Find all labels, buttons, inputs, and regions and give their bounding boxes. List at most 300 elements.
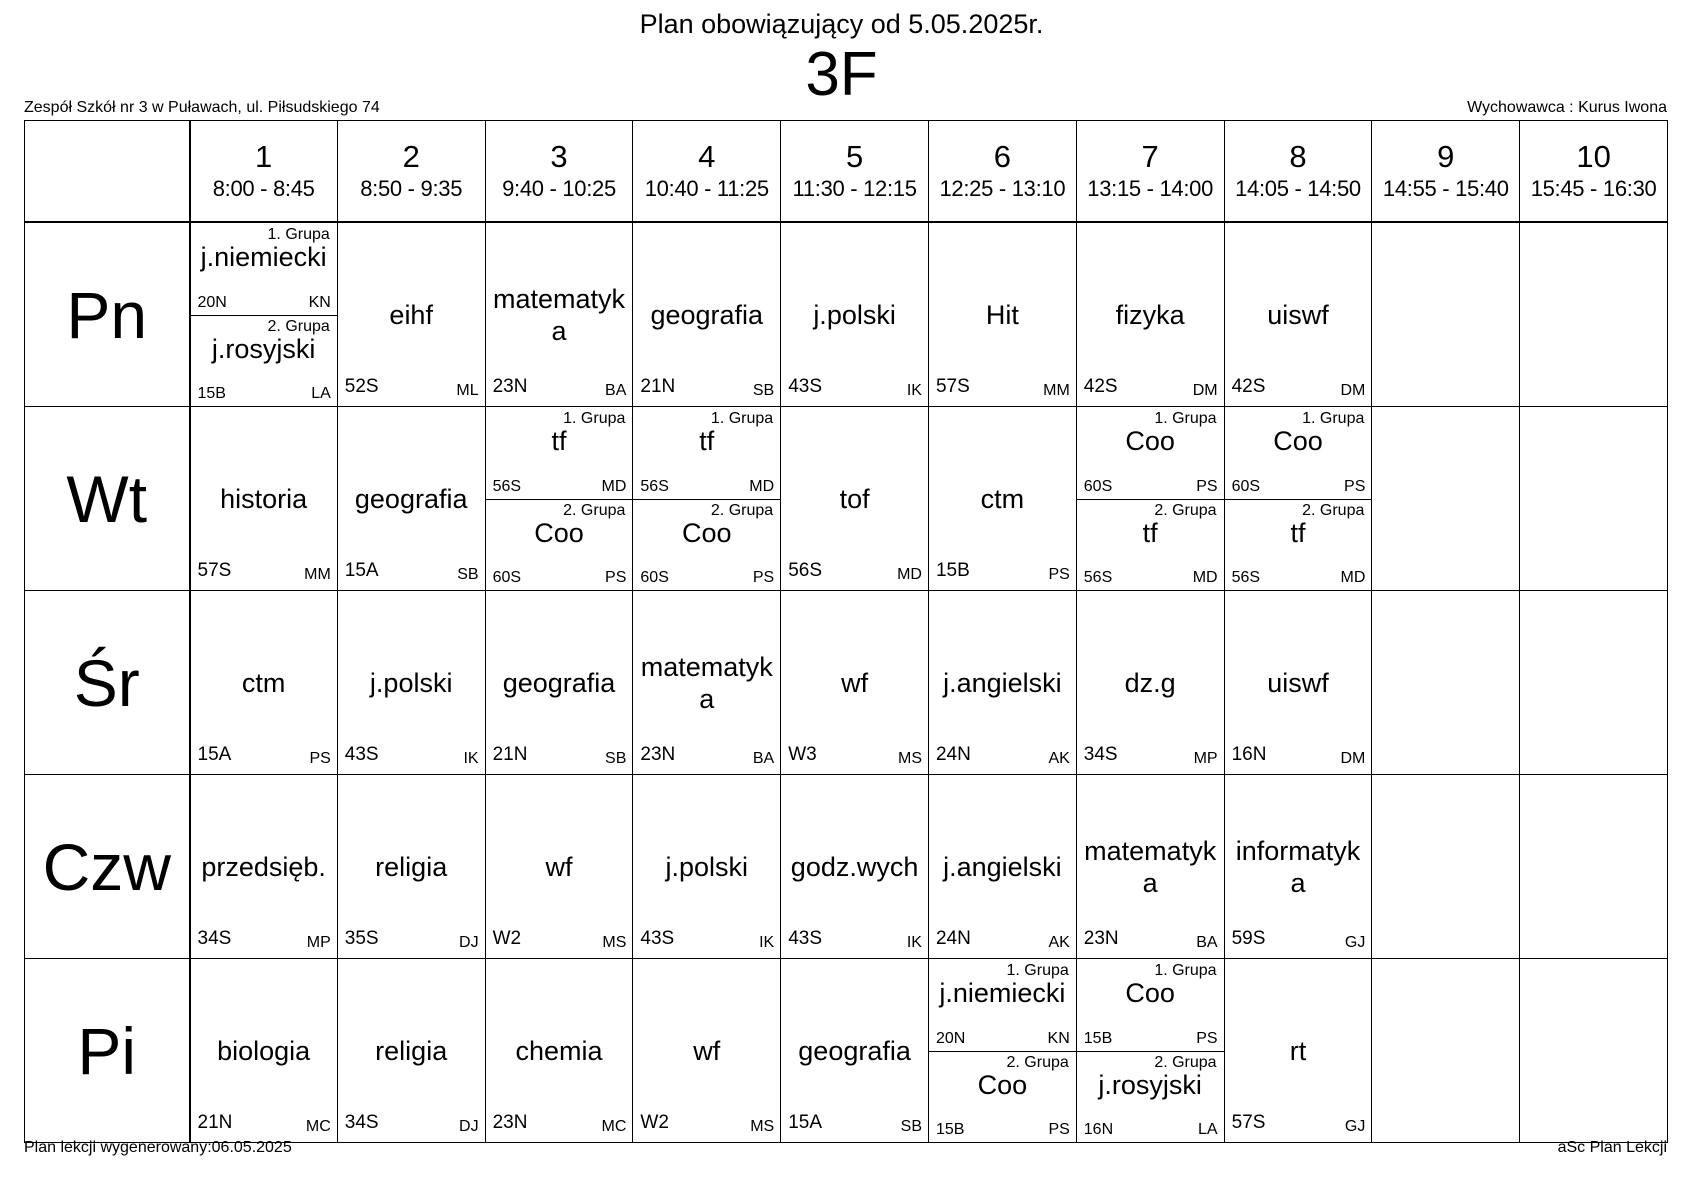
room: W2 <box>492 928 522 949</box>
subject: historia <box>220 483 308 514</box>
period-number: 4 <box>698 139 716 174</box>
room: 56S <box>1083 569 1113 586</box>
lesson <box>781 223 928 406</box>
lesson <box>338 407 485 590</box>
group-label: 1. Grupa <box>710 410 774 427</box>
teacher-code: BA <box>1196 934 1218 951</box>
group-lesson[interactable] <box>486 407 633 500</box>
period-header-row <box>25 121 1668 223</box>
teacher-code: IK <box>906 934 922 951</box>
lesson <box>486 959 633 1142</box>
teacher-code: MC <box>601 1118 627 1135</box>
teacher-code: SB <box>752 382 775 399</box>
room: 56S <box>788 560 822 581</box>
period-time: 14:55 - 15:40 <box>1382 176 1509 201</box>
lesson <box>633 591 780 774</box>
teacher-code: DM <box>1192 382 1218 399</box>
lesson-cell[interactable] <box>633 591 781 775</box>
group-lesson[interactable] <box>633 499 780 591</box>
teacher-code: MP <box>306 934 331 951</box>
room: 34S <box>344 1112 379 1133</box>
period-number: 2 <box>402 139 420 174</box>
period-time: 14:05 - 14:50 <box>1235 176 1361 201</box>
period-header-8 <box>1224 121 1372 223</box>
subject: geografia <box>502 667 616 698</box>
subject: Hit <box>985 299 1019 330</box>
subject: dz.g <box>1124 667 1176 698</box>
group-lesson[interactable] <box>929 959 1076 1052</box>
group-lesson[interactable] <box>929 1051 1076 1143</box>
period-time: 9:40 - 10:25 <box>502 176 616 201</box>
teacher-code: MP <box>1193 750 1218 767</box>
subject: Coo <box>1273 426 1323 456</box>
period-time: 8:50 - 9:35 <box>360 176 463 201</box>
subject: tof <box>839 483 870 514</box>
lesson <box>191 775 337 958</box>
subject: j.angielski <box>943 851 1062 882</box>
subject: j.angielski <box>943 667 1062 698</box>
room: 35S <box>344 928 379 949</box>
lesson <box>781 407 928 590</box>
lesson-cell[interactable] <box>337 775 485 959</box>
lesson-cell[interactable] <box>1224 775 1372 959</box>
lesson <box>486 775 633 958</box>
room: 60S <box>1083 477 1113 495</box>
group-lesson[interactable] <box>1077 407 1224 500</box>
lesson-cell[interactable] <box>1076 775 1224 959</box>
teacher-code: BA <box>752 750 775 767</box>
subject: Coo <box>534 517 584 548</box>
lesson-cell[interactable] <box>190 407 338 591</box>
group-label: 2. Grupa <box>1154 501 1217 519</box>
lesson <box>1077 775 1224 958</box>
teacher-code: PS <box>752 569 775 586</box>
period-header-4 <box>633 121 781 223</box>
subject: wf <box>545 851 573 882</box>
empty-lesson-cell <box>1520 591 1668 775</box>
room: 23N <box>492 376 528 397</box>
subject: matematyka <box>1084 835 1217 898</box>
subject: Coo <box>977 1069 1028 1100</box>
lesson-cell[interactable] <box>485 959 633 1143</box>
teacher-code: DM <box>1340 382 1366 399</box>
teacher-code: PS <box>1048 566 1070 583</box>
room: W3 <box>788 744 817 765</box>
subject: tf <box>1142 517 1158 548</box>
lesson-cell[interactable] <box>781 959 929 1143</box>
period-header-7 <box>1076 121 1224 223</box>
subject: Coo <box>1125 426 1175 456</box>
room: 23N <box>640 744 676 765</box>
room: 16N <box>1231 744 1267 765</box>
teacher-code: MM <box>1043 382 1070 399</box>
teacher-code: MD <box>749 477 775 495</box>
lesson-cell[interactable] <box>1224 959 1372 1143</box>
lesson <box>1077 591 1224 774</box>
room: 57S <box>1231 1112 1266 1133</box>
lesson-cell[interactable] <box>190 959 338 1143</box>
lesson <box>191 407 337 590</box>
period-time: 10:40 - 11:25 <box>644 176 769 201</box>
lesson-cell[interactable] <box>928 591 1076 775</box>
lesson-cell[interactable] <box>781 222 929 407</box>
period-time: 13:15 - 14:00 <box>1087 176 1214 201</box>
lesson-cell[interactable] <box>928 222 1076 407</box>
subject: j.niemiecki <box>200 242 327 272</box>
room: 43S <box>344 744 379 765</box>
room: 43S <box>640 928 675 949</box>
period-time: 8:00 - 8:45 <box>212 176 315 201</box>
day-row <box>25 591 1668 775</box>
lesson-cell[interactable] <box>781 407 929 591</box>
lesson-cell[interactable] <box>485 591 633 775</box>
subject: wf <box>693 1035 721 1066</box>
room: 42S <box>1231 376 1266 397</box>
teacher-code: DJ <box>459 1118 479 1135</box>
lesson <box>1225 959 1372 1142</box>
subject: godz.wych <box>790 851 919 882</box>
group-lesson[interactable] <box>486 499 633 591</box>
teacher-code: MS <box>750 1118 775 1135</box>
teacher-code: IK <box>759 934 775 951</box>
group-label: 1. Grupa <box>1154 410 1217 427</box>
subject: Coo <box>682 517 732 548</box>
room: 57S <box>935 376 970 397</box>
room: 23N <box>1083 928 1119 949</box>
teacher-code: MD <box>1340 569 1366 586</box>
lesson-cell[interactable] <box>190 222 338 407</box>
subject: wf <box>841 667 869 698</box>
class-name: 3F <box>805 40 878 109</box>
room: 20N <box>197 293 227 311</box>
lesson-cell[interactable] <box>485 407 633 591</box>
empty-lesson-cell <box>1520 222 1668 407</box>
lesson-cell[interactable] <box>337 222 485 407</box>
period-header-9 <box>1372 121 1520 223</box>
subject: geografia <box>354 483 468 514</box>
teacher-code: SB <box>900 1118 922 1135</box>
teacher-code: MD <box>897 566 922 583</box>
lesson <box>191 959 337 1142</box>
generated-date: Plan lekcji wygenerowany:06.05.2025 <box>24 1139 292 1156</box>
teacher-code: BA <box>605 382 627 399</box>
lesson-cell[interactable] <box>928 959 1076 1143</box>
teacher-code: MD <box>1192 569 1218 586</box>
room: 21N <box>492 744 528 765</box>
teacher-code: MM <box>304 566 331 583</box>
period-header-5 <box>781 121 929 223</box>
teacher-code: AK <box>1048 934 1070 951</box>
lesson <box>486 223 633 406</box>
period-number: 3 <box>550 139 568 174</box>
lesson <box>929 775 1076 958</box>
lesson <box>633 223 780 406</box>
group-label: 1. Grupa <box>563 410 626 427</box>
teacher-code: SB <box>457 566 479 583</box>
lesson-cell[interactable] <box>781 591 929 775</box>
lesson <box>781 959 928 1142</box>
lesson <box>191 591 337 774</box>
room: 43S <box>788 928 822 949</box>
subject: matematyka <box>640 651 773 714</box>
lesson <box>338 775 485 958</box>
room: 15B <box>1083 1029 1113 1047</box>
lesson-cell[interactable] <box>1224 407 1372 591</box>
period-header-1 <box>190 121 338 223</box>
room: 15A <box>197 744 232 765</box>
teacher-code: PS <box>605 569 627 586</box>
group-label: 2. Grupa <box>710 501 774 519</box>
period-header-3 <box>485 121 633 223</box>
room: 15B <box>197 385 226 402</box>
subject: j.niemiecki <box>939 978 1066 1008</box>
subject: ctm <box>241 667 286 698</box>
period-number: 1 <box>255 139 273 174</box>
room: 56S <box>1231 569 1261 586</box>
lesson <box>929 591 1076 774</box>
room: 42S <box>1083 376 1118 397</box>
lesson <box>633 775 780 958</box>
room: 23N <box>492 1112 528 1133</box>
period-number: 5 <box>845 139 864 174</box>
empty-lesson-cell <box>1520 775 1668 959</box>
timetable <box>24 120 1668 1143</box>
teacher-code: LA <box>1198 1121 1218 1138</box>
day-label: Wt <box>25 407 190 591</box>
lesson <box>1077 223 1224 406</box>
group-label: 2. Grupa <box>1006 1053 1069 1071</box>
subject: eihf <box>389 299 433 330</box>
teacher-code: LA <box>311 385 331 402</box>
subject: tf <box>699 426 715 456</box>
teacher-code: GJ <box>1344 934 1366 951</box>
lesson-cell[interactable] <box>633 222 781 407</box>
period-time: 15:45 - 16:30 <box>1530 176 1657 201</box>
subject: uiswf <box>1267 299 1329 330</box>
subject: przedsięb. <box>201 851 326 882</box>
software-credit: aSc Plan Lekcji <box>1557 1139 1667 1156</box>
empty-lesson-cell <box>1520 959 1668 1143</box>
period-header-10 <box>1520 121 1668 223</box>
room: 20N <box>935 1029 966 1047</box>
group-label: 2. Grupa <box>563 501 626 519</box>
teacher-code: MD <box>601 477 627 495</box>
group-lesson[interactable] <box>191 223 337 316</box>
period-header-2 <box>337 121 485 223</box>
day-label: Pn <box>25 222 190 407</box>
group-label: 1. Grupa <box>267 226 330 243</box>
teacher-code: GJ <box>1344 1118 1366 1135</box>
room: 21N <box>640 376 676 397</box>
lesson <box>486 591 633 774</box>
room: 24N <box>935 928 971 949</box>
subject: j.polski <box>369 667 453 698</box>
group-label: 1. Grupa <box>1154 962 1217 979</box>
day-row <box>25 407 1668 591</box>
teacher-code: KN <box>308 293 331 311</box>
teacher-code: DM <box>1340 750 1366 767</box>
lesson-cell[interactable] <box>1224 222 1372 407</box>
subject: religia <box>375 851 448 882</box>
teacher-code: ML <box>456 382 479 399</box>
teacher-code: MS <box>602 934 627 951</box>
teacher-code: PS <box>309 750 331 767</box>
empty-lesson-cell <box>1372 222 1520 407</box>
subject: Coo <box>1125 978 1175 1008</box>
room: 59S <box>1231 928 1266 949</box>
plan-title: Plan obowiązujący od 5.05.2025r. <box>639 9 1044 39</box>
lesson-cell[interactable] <box>485 222 633 407</box>
group-lesson[interactable] <box>1077 1051 1224 1143</box>
subject: uiswf <box>1267 667 1329 698</box>
subject: geografia <box>798 1035 911 1066</box>
day-row <box>25 222 1668 407</box>
subject: rt <box>1289 1035 1307 1066</box>
teacher-code: PS <box>1048 1121 1070 1138</box>
room: 56S <box>492 477 522 495</box>
group-label: 1. Grupa <box>1302 410 1365 427</box>
lesson <box>633 959 780 1142</box>
lesson <box>338 223 485 406</box>
subject: religia <box>375 1035 448 1066</box>
lesson <box>1225 775 1372 958</box>
corner-cell <box>25 121 190 223</box>
homeroom-teacher: Wychowawca : Kurus Iwona <box>1467 99 1667 116</box>
group-lesson[interactable] <box>1225 499 1372 591</box>
room: 43S <box>788 376 822 397</box>
subject: j.rosyjski <box>211 333 316 364</box>
subject: biologia <box>217 1035 311 1066</box>
lesson-cell[interactable] <box>1076 407 1224 591</box>
room: 21N <box>197 1112 233 1133</box>
day-label: Śr <box>25 591 190 775</box>
lesson <box>781 775 928 958</box>
group-lesson[interactable] <box>1077 959 1224 1052</box>
day-row <box>25 959 1668 1143</box>
lesson-cell[interactable] <box>633 775 781 959</box>
teacher-code: IK <box>463 750 479 767</box>
school-name: Zespół Szkół nr 3 w Puławach, ul. Piłsudskiego 74 <box>24 99 380 116</box>
lesson-cell[interactable] <box>633 407 781 591</box>
group-lesson[interactable] <box>191 315 337 407</box>
room: 15B <box>935 1121 965 1138</box>
group-label: 2. Grupa <box>267 317 330 335</box>
teacher-code: PS <box>1196 1029 1218 1047</box>
lesson <box>929 223 1076 406</box>
room: 16N <box>1083 1121 1114 1138</box>
group-lesson[interactable] <box>1077 499 1224 591</box>
lesson-cell[interactable] <box>337 407 485 591</box>
empty-lesson-cell <box>1372 959 1520 1143</box>
room: W2 <box>640 1112 669 1133</box>
subject: j.polski <box>665 851 749 882</box>
room: 52S <box>344 376 379 397</box>
period-header-6 <box>928 121 1076 223</box>
empty-lesson-cell <box>1372 775 1520 959</box>
subject: informatyka <box>1235 835 1361 898</box>
lesson-cell[interactable] <box>1076 222 1224 407</box>
lesson <box>929 407 1076 590</box>
empty-lesson-cell <box>1372 407 1520 591</box>
lesson <box>781 591 928 774</box>
lesson <box>338 591 485 774</box>
lesson-cell[interactable] <box>485 775 633 959</box>
day-label: Czw <box>25 775 190 959</box>
room: 34S <box>1083 744 1118 765</box>
lesson-cell[interactable] <box>337 959 485 1143</box>
lesson-cell[interactable] <box>1076 591 1224 775</box>
teacher-code: SB <box>605 750 627 767</box>
lesson-cell[interactable] <box>781 775 929 959</box>
empty-lesson-cell <box>1372 591 1520 775</box>
period-time: 12:25 - 13:10 <box>939 176 1066 201</box>
period-number: 9 <box>1437 139 1455 174</box>
room: 24N <box>935 744 971 765</box>
group-lesson[interactable] <box>633 407 780 500</box>
room: 34S <box>197 928 232 949</box>
room: 57S <box>197 560 232 581</box>
group-label: 2. Grupa <box>1154 1053 1217 1071</box>
period-number: 10 <box>1576 139 1611 174</box>
room: 56S <box>640 477 669 495</box>
room: 15A <box>788 1112 822 1133</box>
subject: ctm <box>980 483 1025 514</box>
subject: matematyka <box>492 283 626 346</box>
room: 60S <box>492 569 522 586</box>
lesson-cell[interactable] <box>1076 959 1224 1143</box>
lesson-cell[interactable] <box>190 775 338 959</box>
subject: j.polski <box>813 299 896 330</box>
period-number: 7 <box>1141 139 1159 174</box>
subject: tf <box>551 426 567 456</box>
teacher-code: KN <box>1047 1029 1070 1047</box>
group-label: 1. Grupa <box>1006 962 1069 979</box>
period-number: 6 <box>993 139 1011 174</box>
timetable-body <box>25 222 1668 1143</box>
room: 15A <box>344 560 379 581</box>
empty-lesson-cell <box>1520 407 1668 591</box>
lesson-cell[interactable] <box>337 591 485 775</box>
subject: j.rosyjski <box>1098 1069 1202 1100</box>
day-label: Pi <box>25 959 190 1143</box>
lesson-cell[interactable] <box>928 775 1076 959</box>
subject: tf <box>1290 517 1306 548</box>
subject: geografia <box>650 299 764 330</box>
lesson-cell[interactable] <box>928 407 1076 591</box>
lesson-cell[interactable] <box>1224 591 1372 775</box>
room: 60S <box>640 569 669 586</box>
group-lesson[interactable] <box>1225 407 1372 500</box>
subject: chemia <box>515 1035 603 1066</box>
lesson <box>338 959 485 1142</box>
group-label: 2. Grupa <box>1302 501 1365 519</box>
teacher-code: MC <box>305 1118 331 1135</box>
teacher-code: MS <box>897 750 922 767</box>
room: 60S <box>1231 477 1261 495</box>
teacher-code: PS <box>1196 477 1218 495</box>
lesson-cell[interactable] <box>190 591 338 775</box>
period-number: 8 <box>1289 139 1307 174</box>
subject: fizyka <box>1115 299 1185 330</box>
lesson <box>1225 223 1372 406</box>
teacher-code: AK <box>1048 750 1070 767</box>
room: 15B <box>935 560 970 581</box>
lesson-cell[interactable] <box>633 959 781 1143</box>
teacher-code: IK <box>906 382 922 399</box>
lesson <box>1225 591 1372 774</box>
teacher-code: DJ <box>459 934 479 951</box>
period-time: 11:30 - 12:15 <box>792 176 917 201</box>
